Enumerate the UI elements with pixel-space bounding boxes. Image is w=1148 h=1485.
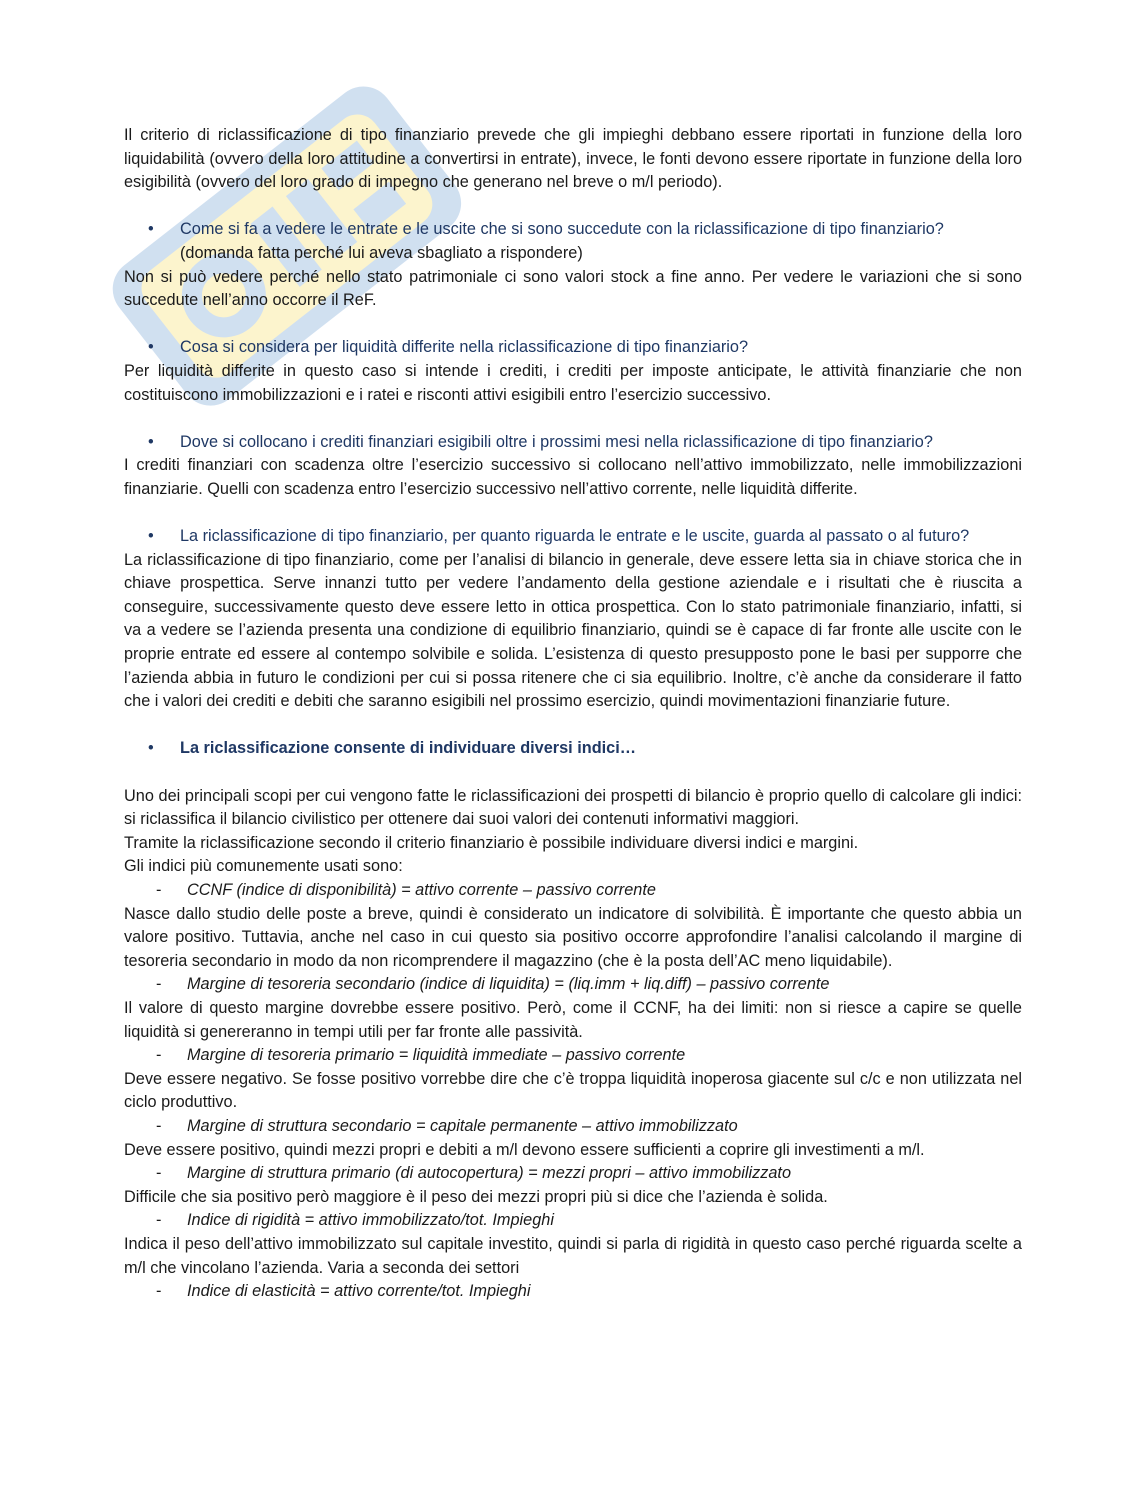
index-description: Deve essere negativo. Se fosse positivo vorrebbe dire che c’è troppa liquidità inoperosa giacente sul c/c e non utilizzata nel ciclo produttivo.: [124, 1069, 1022, 1112]
answer-paragraph: I crediti finanziari con scadenza oltre l’esercizio successivo si collocano nell’attivo immobilizzato, nelle immobilizzazioni finanziarie. Quelli con scadenza entro l’esercizio successivo nell’attivo corrente, nelle liquidità differite.: [124, 456, 1022, 498]
dash-mark: -: [156, 881, 162, 899]
dash-mark: -: [156, 1046, 162, 1065]
index-formula-ccnf: [124, 879, 1022, 903]
question-entrate-uscite: [124, 218, 1022, 265]
dash-mark: -: [156, 975, 162, 994]
question-text: Come si fa a vedere le entrate e le uscite che si sono succedute con la riclassificazione di tipo finanziario?: [180, 220, 944, 239]
indici-intro-paragraph: Uno dei principali scopi per cui vengono fatte le riclassificazioni dei prospetti di bilancio è proprio quello di calcolare gli indici: si riclassifica il bilancio civilistico per ottenere dai suoi valori dei contenuti informativi maggiori.: [124, 786, 1022, 829]
index-description: Indica il peso dell’attivo immobilizzato sul capitale investito, quindi si parla di rigidità in questo caso perché riguarda scelte a m/l che vincolano l’azienda. Varia a seconda dei settori: [124, 1234, 1022, 1277]
question-text: Cosa si considera per liquidità differite nella riclassificazione di tipo finanziario?: [180, 338, 749, 357]
index-formula-tesoreria-secondario: [124, 973, 1022, 997]
question-passato-futuro: [124, 525, 1022, 549]
formula-text: Indice di elasticità = attivo corrente/tot. Impieghi: [187, 1282, 531, 1301]
document-page: [124, 124, 1022, 1304]
formula-text: Margine di struttura secondario = capitale permanente – attivo immobilizzato: [187, 1116, 738, 1135]
index-formula-struttura-primario: [124, 1162, 1022, 1186]
index-formula-tesoreria-primario: [124, 1044, 1022, 1068]
bullet-icon: •: [148, 432, 154, 451]
question-note: (domanda fatta perché lui aveva sbagliato a rispondere): [180, 243, 583, 262]
formula-text: Indice di rigidità = attivo immobilizzato/tot. Impieghi: [187, 1211, 554, 1230]
dash-mark: -: [156, 1282, 162, 1301]
question-liquidita-differite: [124, 336, 1022, 360]
question-text: La riclassificazione di tipo finanziario, per quanto riguarda le entrate e le uscite, guarda al passato o al futuro?: [180, 527, 970, 546]
answer-paragraph: Per liquidità differite in questo caso si intende i crediti, i crediti per imposte anticipate, le attività finanziarie che non costituiscono immobilizzazioni e i ratei e risconti attivi esigibili entro l’esercizio successivo.: [124, 361, 1022, 404]
dash-mark: -: [156, 1211, 162, 1230]
bullet-icon: •: [148, 739, 154, 758]
bullet-icon: •: [148, 338, 154, 357]
index-description: Nasce dallo studio delle poste a breve, quindi è considerato un indicatore di solvibilità. È importante che questo abbia un valore positivo. Tuttavia, anche nel caso in cui questo sia positivo occorre approfondire l’analisi calcolando il margine di tesoreria secondario in modo da non ricomprendere il magazzino (che è la posta dell’AC meno liquidabile).: [124, 904, 1022, 970]
question-indici: [124, 737, 1022, 761]
index-formula-rigidita: [124, 1209, 1022, 1233]
question-text: La riclassificazione consente di individuare diversi indici…: [180, 739, 637, 758]
intro-paragraph: Il criterio di riclassificazione di tipo finanziario prevede che gli impieghi debbano essere riportati in funzione della loro liquidabilità (ovvero della loro attitudine a convertirsi in entrate), invece, le fonti devono essere riportate in funzione della loro esigibilità (ovvero del loro grado di impegno che generano nel breve o m/l periodo).: [124, 126, 1022, 192]
bullet-icon: •: [148, 527, 154, 546]
bullet-icon: •: [148, 220, 154, 239]
index-formula-elasticita: [124, 1280, 1022, 1304]
index-description: Deve essere positivo, quindi mezzi propri e debiti a m/l devono essere sufficienti a coprire gli investimenti a m/l.: [124, 1140, 925, 1159]
question-text: Dove si collocano i crediti finanziari esigibili oltre i prossimi mesi nella riclassificazione di tipo finanziario?: [180, 432, 933, 451]
indici-list-heading: Gli indici più comunemente usati sono:: [124, 857, 403, 876]
indici-paragraph: Tramite la riclassificazione secondo il criterio finanziario è possibile individuare diversi indici e margini.: [124, 833, 859, 852]
index-description: Il valore di questo margine dovrebbe essere positivo. Però, come il CCNF, ha dei limiti: non si riesce a capire se quelle liquidità si genereranno in tempi utili per far fronte alle passività.: [124, 998, 1022, 1041]
answer-paragraph: Non si può vedere perché nello stato patrimoniale ci sono valori stock a fine anno. Per vedere le variazioni che si sono succedute nell’anno occorre il ReF.: [124, 267, 1022, 310]
dash-mark: -: [156, 1164, 162, 1183]
question-crediti-finanziari: [124, 431, 1022, 455]
formula-text: Margine di tesoreria secondario (indice di liquidita) = (liq.imm + liq.diff) – passivo corrente: [187, 975, 830, 994]
index-formula-struttura-secondario: [124, 1115, 1022, 1139]
formula-text: Margine di struttura primario (di autocopertura) = mezzi propri – attivo immobilizzato: [187, 1164, 791, 1183]
dash-mark: -: [156, 1116, 162, 1135]
index-description: Difficile che sia positivo però maggiore è il peso dei mezzi propri più si dice che l’azienda è solida.: [124, 1187, 828, 1206]
answer-paragraph: La riclassificazione di tipo finanziario, come per l’analisi di bilancio in generale, deve essere letta sia in chiave storica che in chiave prospettica. Serve innanzi tutto per vedere l’andamento della gestione aziendale e i risultati che è riuscita a conseguire, successivamente questo deve essere letto in ottica prospettica. Con lo stato patrimoniale finanziario, infatti, si va a vedere se l’azienda presenta una condizione di equilibrio finanziario, quindi se è capace di far fronte alle uscite con le proprie entrate ed essere al contempo solvibile e solida. L’esistenza di questo presupposto pone le basi per supporre che l’azienda abbia in futuro le condizioni per cui si possa ritenere che ci sia equilibrio. Inoltre, c’è anche da considerare il fatto che i valori dei crediti e debiti che saranno esigibili nel prossimo esercizio, quindi movimentazioni finanziarie future.: [124, 550, 1022, 711]
formula-text: Margine di tesoreria primario = liquidità immediate – passivo corrente: [187, 1046, 686, 1065]
formula-text: CCNF (indice di disponibilità) = attivo corrente – passivo corrente: [187, 881, 656, 899]
